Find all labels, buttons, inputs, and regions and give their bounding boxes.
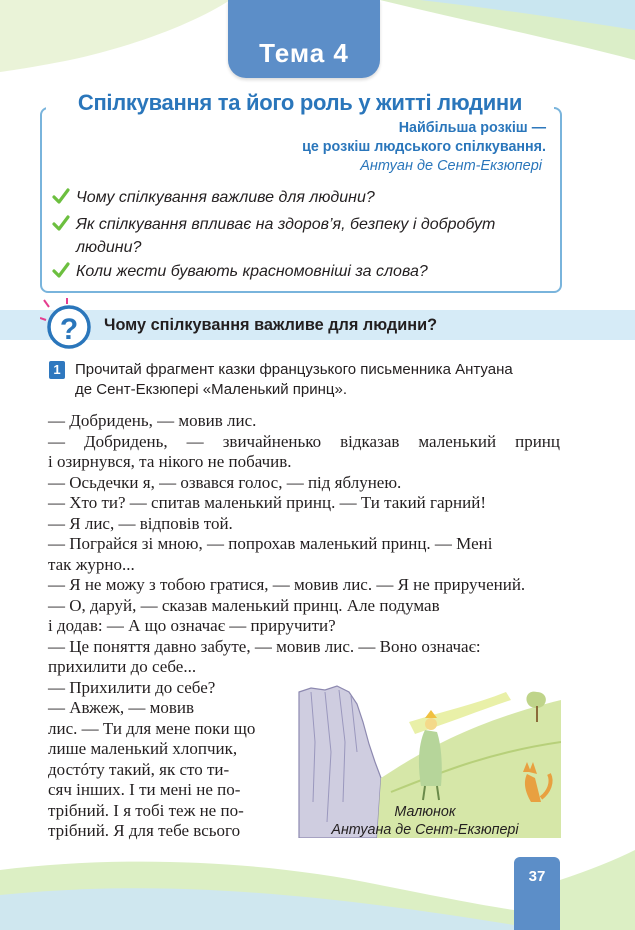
story-line: трібний. Я для тебе всього bbox=[48, 821, 241, 840]
epigraph-author: Антуан де Сент-Екзюпері bbox=[360, 158, 542, 174]
story-line: — О, даруй, — сказав маленький принц. Але подумав bbox=[48, 596, 440, 615]
question-text: Як спілкування впливає на здоров’я, безпеку і добробут bbox=[76, 216, 496, 233]
story-line: — Це поняття давно забуте, — мовив лис. — Воно означає: bbox=[48, 637, 481, 656]
story-line: — Осьдечки я, — озвався голос, — під яблунею. bbox=[48, 473, 402, 492]
story-line: прихилити до себе... bbox=[48, 657, 197, 676]
svg-text:?: ? bbox=[59, 313, 79, 346]
section-title: Чому спілкування важливе для людини? bbox=[104, 316, 438, 334]
illustration-caption-line: Малюнок bbox=[394, 804, 456, 820]
task-text bbox=[75, 360, 560, 400]
checkmark-icon bbox=[52, 188, 70, 206]
page-number: 37 bbox=[528, 868, 546, 885]
question-text: Коли жести бувають красномовніші за слова? bbox=[76, 263, 428, 280]
story-line: достóту такий, як сто ти- bbox=[48, 760, 230, 779]
story-line: сяч інших. І ти мені не по- bbox=[48, 780, 241, 799]
story-line: — Пограйся зі мною, — попрохав маленький принц. — Мені bbox=[48, 534, 493, 553]
checkmark-icon bbox=[52, 262, 70, 280]
story-line: і озирнувся, та нікого не побачив. bbox=[48, 452, 292, 471]
story-line: — Я не можу з тобою гратися, — мовив лис. — Я не приручений. bbox=[48, 575, 526, 594]
epigraph-line-2: це розкіш людського спілкування. bbox=[302, 139, 546, 155]
story-line: трібний. І я тобі теж не по- bbox=[48, 801, 244, 820]
topic-title: Спілкування та його роль у житті людини bbox=[46, 88, 554, 122]
story-line: так журно... bbox=[48, 555, 135, 574]
task-text-line: де Сент-Екзюпері «Маленький принц». bbox=[75, 381, 348, 398]
topic-tab bbox=[228, 0, 380, 78]
checkmark-icon bbox=[52, 215, 70, 233]
story-line: — Прихилити до себе? bbox=[48, 678, 216, 697]
story-line: лис. — Ти для мене поки що bbox=[48, 719, 256, 738]
illustration-caption-line: Антуана де Сент-Екзюпері bbox=[331, 822, 519, 838]
story-line: — Я лис, — відповів той. bbox=[48, 514, 233, 533]
story-line: — Добридень, — мовив лис. bbox=[48, 411, 257, 430]
story-line: — Хто ти? — спитав маленький принц. — Ти такий гарний! bbox=[48, 493, 486, 512]
story-line: і додав: — А що означає — приручити? bbox=[48, 616, 336, 635]
story-line: — Добридень, — звичайненько відказав маленький принц bbox=[48, 432, 560, 451]
question-text-continued: людини? bbox=[76, 239, 142, 256]
story-line: — Авжеж, — мовив bbox=[48, 698, 195, 717]
topic-tab-label: Тема 4 bbox=[259, 38, 349, 68]
question-text: Чому спілкування важливе для людини? bbox=[76, 189, 375, 206]
task-number-badge: 1 bbox=[49, 361, 65, 379]
epigraph-line-1: Найбільша розкіш — bbox=[398, 120, 546, 136]
question-mark-icon bbox=[40, 298, 94, 352]
task-text-line: Прочитай фрагмент казки французького письменника Антуана bbox=[75, 361, 513, 378]
story-line: лише маленький хлопчик, bbox=[48, 739, 238, 758]
